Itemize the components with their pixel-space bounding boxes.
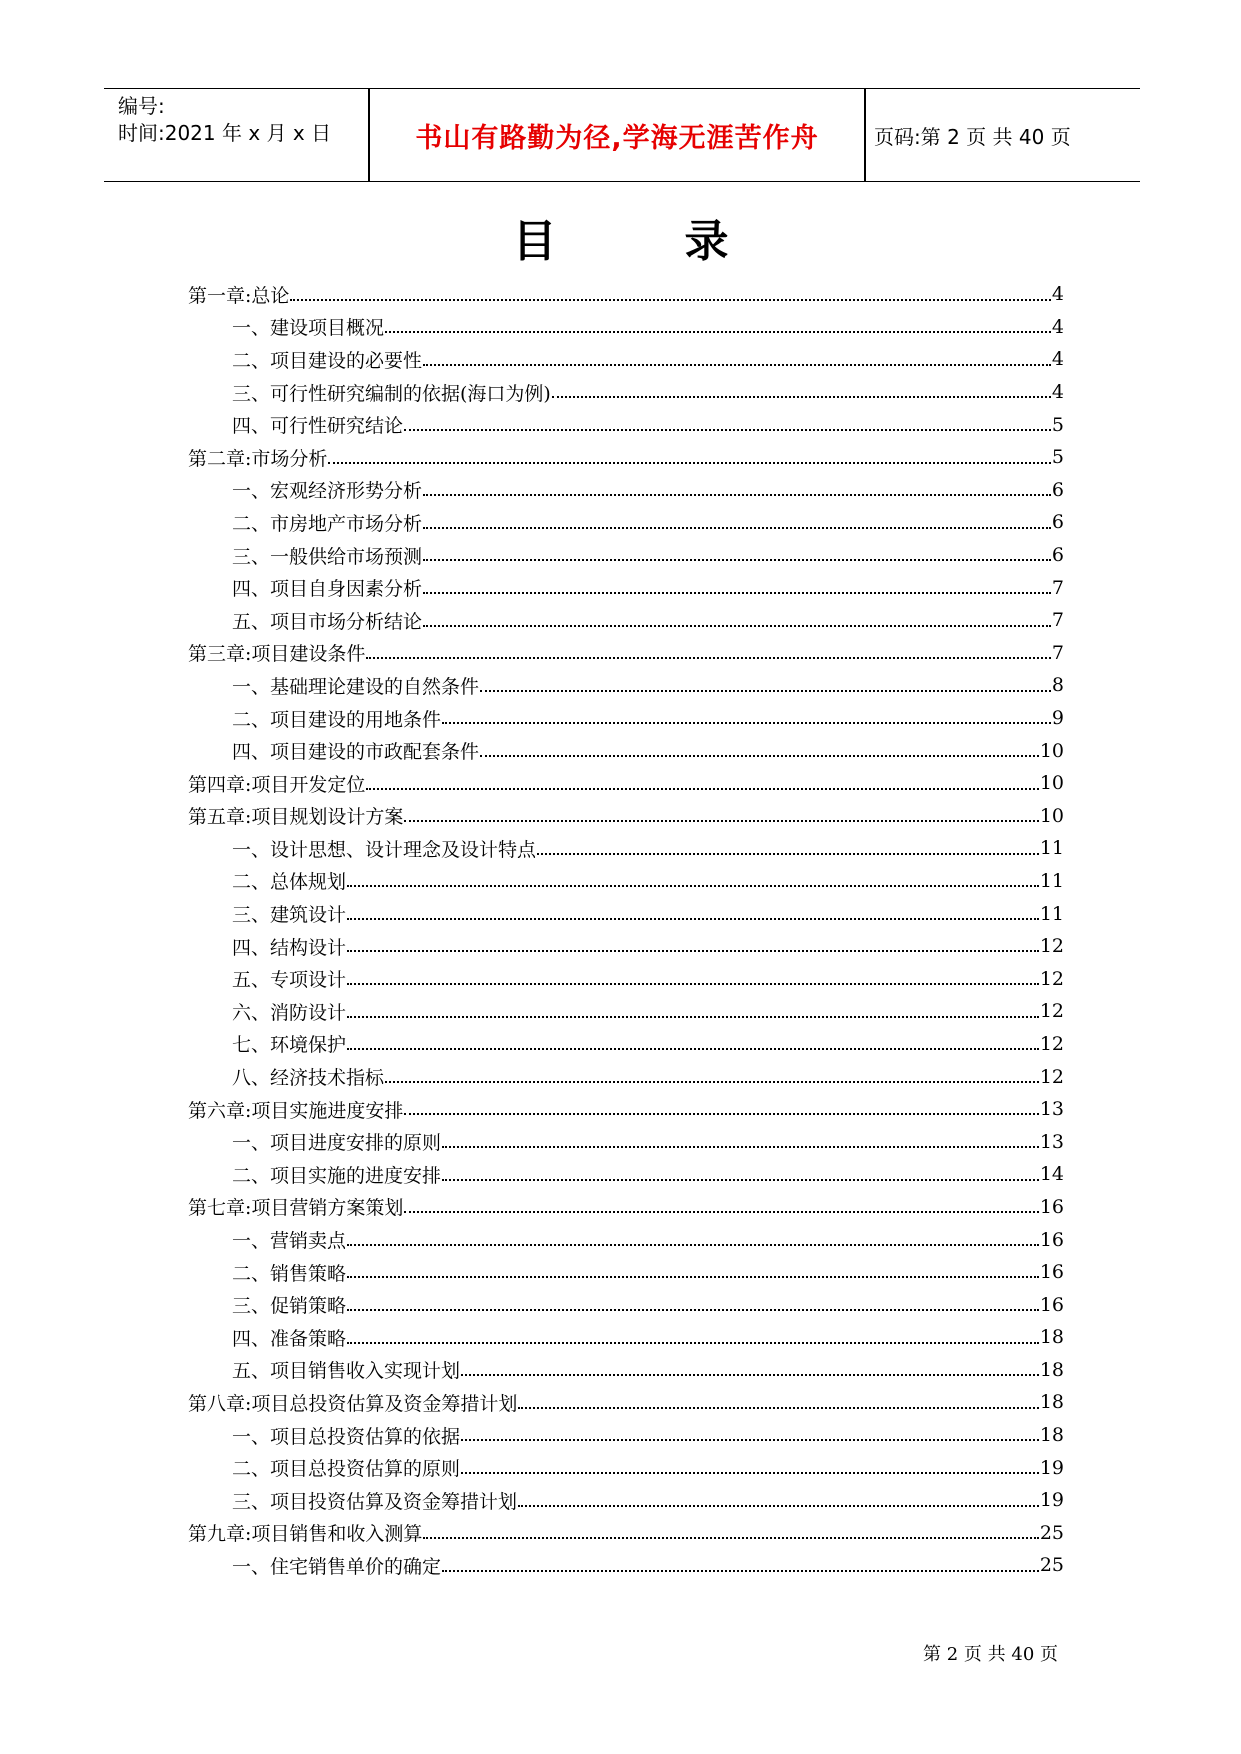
toc-entry-page-number: 11 bbox=[1039, 902, 1064, 925]
toc-dot-leader bbox=[385, 1080, 1039, 1083]
toc-entry-page-number: 7 bbox=[1051, 576, 1064, 599]
toc-dot-leader bbox=[442, 1145, 1039, 1148]
toc-dot-leader bbox=[404, 819, 1038, 822]
toc-entry-page-number: 4 bbox=[1051, 283, 1064, 306]
toc-entry-label: 第八章:项目总投资估算及资金筹措计划 bbox=[188, 1392, 518, 1415]
toc-section-entry[interactable] bbox=[188, 1223, 1064, 1256]
toc-dot-leader bbox=[347, 1243, 1039, 1246]
toc-entry-page-number: 13 bbox=[1039, 1130, 1064, 1153]
toc-dot-leader bbox=[480, 689, 1051, 692]
toc-chapter-entry[interactable] bbox=[188, 278, 1064, 311]
toc-entry-label: 第五章:项目规划设计方案 bbox=[188, 806, 404, 829]
toc-entry-label: 四、项目建设的市政配套条件 bbox=[232, 741, 480, 764]
toc-dot-leader bbox=[347, 1341, 1039, 1344]
toc-entry-label: 一、营销卖点 bbox=[232, 1230, 347, 1253]
toc-section-entry[interactable] bbox=[188, 311, 1064, 344]
toc-entry-label: 第二章:市场分析 bbox=[188, 447, 328, 470]
header-info bbox=[118, 93, 368, 147]
toc-dot-leader bbox=[442, 721, 1051, 724]
toc-entry-label: 二、项目实施的进度安排 bbox=[232, 1164, 442, 1187]
toc-dot-leader bbox=[347, 1015, 1039, 1018]
toc-entry-label: 二、项目建设的必要性 bbox=[232, 349, 423, 372]
toc-entry-label: 三、建筑设计 bbox=[232, 904, 347, 927]
toc-section-entry[interactable] bbox=[188, 1484, 1064, 1517]
toc-entry-label: 二、项目建设的用地条件 bbox=[232, 708, 442, 731]
toc-dot-leader bbox=[423, 624, 1051, 627]
toc-entry-page-number: 12 bbox=[1039, 935, 1064, 958]
toc-entry-label: 一、基础理论建设的自然条件 bbox=[232, 675, 480, 698]
toc-entry-page-number: 11 bbox=[1039, 837, 1064, 860]
toc-entry-label: 三、项目投资估算及资金筹措计划 bbox=[232, 1490, 518, 1513]
toc-entry-page-number: 4 bbox=[1051, 348, 1064, 371]
toc-chapter-entry[interactable] bbox=[188, 1517, 1064, 1550]
toc-dot-leader bbox=[290, 298, 1051, 301]
toc-chapter-entry[interactable] bbox=[188, 637, 1064, 670]
toc-dot-leader bbox=[423, 591, 1051, 594]
toc-dot-leader bbox=[347, 982, 1039, 985]
toc-entry-label: 一、建设项目概况 bbox=[232, 317, 385, 340]
toc-chapter-entry[interactable] bbox=[188, 1386, 1064, 1419]
toc-dot-leader bbox=[518, 1406, 1038, 1409]
toc-dot-leader bbox=[347, 1047, 1039, 1050]
toc-dot-leader bbox=[480, 754, 1039, 757]
toc-entry-label: 一、设计思想、设计理念及设计特点 bbox=[232, 838, 537, 861]
toc-dot-leader bbox=[552, 395, 1051, 398]
toc-entry-page-number: 5 bbox=[1051, 446, 1064, 469]
toc-entry-page-number: 25 bbox=[1039, 1521, 1064, 1544]
toc-entry-page-number: 7 bbox=[1051, 609, 1064, 632]
toc-section-entry[interactable] bbox=[188, 1321, 1064, 1354]
toc-entry-page-number: 11 bbox=[1039, 869, 1064, 892]
toc-entry-label: 一、住宅销售单价的确定 bbox=[232, 1555, 442, 1578]
document-header bbox=[104, 88, 1140, 182]
toc-entry-page-number: 18 bbox=[1039, 1358, 1064, 1381]
toc-section-entry[interactable] bbox=[188, 897, 1064, 930]
header-motto: 书山有路勤为径,学海无涯苦作舟 bbox=[415, 122, 819, 154]
toc-entry-page-number: 12 bbox=[1039, 1065, 1064, 1088]
toc-dot-leader bbox=[423, 493, 1051, 496]
toc-entry-label: 第七章:项目营销方案策划 bbox=[188, 1197, 404, 1220]
toc-section-entry[interactable] bbox=[188, 539, 1064, 572]
toc-entry-label: 五、项目市场分析结论 bbox=[232, 610, 423, 633]
toc-entry-label: 二、市房地产市场分析 bbox=[232, 512, 423, 535]
toc-entry-page-number: 18 bbox=[1039, 1391, 1064, 1414]
toc-entry-label: 四、结构设计 bbox=[232, 936, 347, 959]
toc-entry-page-number: 4 bbox=[1051, 315, 1064, 338]
toc-entry-page-number: 14 bbox=[1039, 1163, 1064, 1186]
toc-entry-label: 四、可行性研究结论 bbox=[232, 415, 404, 438]
toc-section-entry[interactable] bbox=[188, 1451, 1064, 1484]
document-number-label: 编号: bbox=[118, 94, 165, 118]
toc-entry-label: 第一章:总论 bbox=[188, 284, 290, 307]
toc-section-entry[interactable] bbox=[188, 930, 1064, 963]
toc-entry-label: 第三章:项目建设条件 bbox=[188, 643, 366, 666]
toc-entry-page-number: 16 bbox=[1039, 1228, 1064, 1251]
toc-entry-page-number: 6 bbox=[1051, 544, 1064, 567]
document-time-label: 时间:2021 年 x 月 x 日 bbox=[118, 121, 332, 145]
toc-section-entry[interactable] bbox=[188, 1028, 1064, 1061]
toc-entry-page-number: 16 bbox=[1039, 1261, 1064, 1284]
toc-dot-leader bbox=[423, 1536, 1038, 1539]
toc-entry-page-number: 16 bbox=[1039, 1293, 1064, 1316]
toc-dot-leader bbox=[461, 1373, 1039, 1376]
toc-entry-page-number: 7 bbox=[1051, 641, 1064, 664]
toc-entry-page-number: 9 bbox=[1051, 707, 1064, 730]
toc-entry-page-number: 12 bbox=[1039, 1000, 1064, 1023]
toc-entry-label: 四、项目自身因素分析 bbox=[232, 578, 423, 601]
toc-entry-page-number: 6 bbox=[1051, 511, 1064, 534]
toc-dot-leader bbox=[442, 1178, 1039, 1181]
toc-section-entry[interactable] bbox=[188, 474, 1064, 507]
toc-section-entry[interactable] bbox=[188, 962, 1064, 995]
toc-section-entry[interactable] bbox=[188, 1158, 1064, 1191]
toc-entry-page-number: 5 bbox=[1051, 413, 1064, 436]
toc-section-entry[interactable] bbox=[188, 1256, 1064, 1289]
toc-section-entry[interactable] bbox=[188, 604, 1064, 637]
toc-section-entry[interactable] bbox=[188, 734, 1064, 767]
toc-entry-label: 一、项目进度安排的原则 bbox=[232, 1132, 442, 1155]
toc-dot-leader bbox=[461, 1438, 1039, 1441]
toc-chapter-entry[interactable] bbox=[188, 441, 1064, 474]
toc-entry-page-number: 19 bbox=[1039, 1456, 1064, 1479]
toc-section-entry[interactable] bbox=[188, 408, 1064, 441]
toc-dot-leader bbox=[347, 1275, 1039, 1278]
toc-entry-label: 二、总体规划 bbox=[232, 871, 347, 894]
toc-entry-label: 第四章:项目开发定位 bbox=[188, 773, 366, 796]
toc-section-entry[interactable] bbox=[188, 1354, 1064, 1387]
toc-dot-leader bbox=[347, 917, 1039, 920]
toc-section-entry[interactable] bbox=[188, 1288, 1064, 1321]
toc-section-entry[interactable] bbox=[188, 571, 1064, 604]
toc-entry-page-number: 10 bbox=[1039, 772, 1064, 795]
toc-entry-label: 五、专项设计 bbox=[232, 969, 347, 992]
toc-entry-page-number: 6 bbox=[1051, 478, 1064, 501]
page-footer: 第 2 页 共 40 页 bbox=[923, 1644, 1058, 1665]
toc-entry-page-number: 4 bbox=[1051, 381, 1064, 404]
toc-dot-leader bbox=[461, 1471, 1039, 1474]
toc-dot-leader bbox=[423, 558, 1051, 561]
toc-dot-leader bbox=[385, 330, 1051, 333]
header-page-number: 页码:第 2 页 共 40 页 bbox=[874, 124, 1071, 149]
toc-entry-label: 四、准备策略 bbox=[232, 1327, 347, 1350]
toc-entry-page-number: 8 bbox=[1051, 674, 1064, 697]
toc-entry-label: 三、一般供给市场预测 bbox=[232, 545, 423, 568]
toc-section-entry[interactable] bbox=[188, 1419, 1064, 1452]
toc-entry-label: 八、经济技术指标 bbox=[232, 1067, 385, 1090]
toc-entry-label: 一、宏观经济形势分析 bbox=[232, 480, 423, 503]
toc-entry-page-number: 13 bbox=[1039, 1098, 1064, 1121]
toc-dot-leader bbox=[404, 1210, 1038, 1213]
toc-section-entry[interactable] bbox=[188, 506, 1064, 539]
toc-entry-page-number: 12 bbox=[1039, 1032, 1064, 1055]
toc-dot-leader bbox=[366, 787, 1038, 790]
toc-entry-page-number: 18 bbox=[1039, 1424, 1064, 1447]
toc-section-entry[interactable] bbox=[188, 376, 1064, 409]
toc-entry-page-number: 16 bbox=[1039, 1195, 1064, 1218]
toc-section-entry[interactable] bbox=[188, 1060, 1064, 1093]
toc-entry-page-number: 25 bbox=[1039, 1554, 1064, 1577]
toc-dot-leader bbox=[366, 656, 1051, 659]
toc-section-entry[interactable] bbox=[188, 669, 1064, 702]
toc-entry-page-number: 12 bbox=[1039, 967, 1064, 990]
toc-section-entry[interactable] bbox=[188, 702, 1064, 735]
toc-dot-leader bbox=[347, 884, 1039, 887]
toc-dot-leader bbox=[328, 461, 1051, 464]
toc-dot-leader bbox=[423, 526, 1051, 529]
toc-entry-label: 六、消防设计 bbox=[232, 1001, 347, 1024]
toc-section-entry[interactable] bbox=[188, 995, 1064, 1028]
toc-chapter-entry[interactable] bbox=[188, 767, 1064, 800]
toc-section-entry[interactable] bbox=[188, 832, 1064, 865]
toc-section-entry[interactable] bbox=[188, 343, 1064, 376]
toc-entry-label: 三、促销策略 bbox=[232, 1295, 347, 1318]
toc-chapter-entry[interactable] bbox=[188, 800, 1064, 833]
table-of-contents bbox=[188, 278, 1064, 1582]
toc-entry-label: 七、环境保护 bbox=[232, 1034, 347, 1057]
toc-entry-label: 三、可行性研究编制的依据(海口为例) bbox=[232, 382, 551, 405]
toc-entry-page-number: 10 bbox=[1039, 739, 1064, 762]
toc-dot-leader bbox=[404, 428, 1051, 431]
toc-entry-page-number: 10 bbox=[1039, 804, 1064, 827]
toc-entry-label: 第六章:项目实施进度安排 bbox=[188, 1099, 404, 1122]
header-divider-right bbox=[864, 89, 866, 181]
toc-dot-leader bbox=[442, 1569, 1039, 1572]
toc-dot-leader bbox=[347, 1308, 1039, 1311]
toc-entry-label: 二、项目总投资估算的原则 bbox=[232, 1458, 461, 1481]
toc-entry-page-number: 19 bbox=[1039, 1489, 1064, 1512]
toc-section-entry[interactable] bbox=[188, 1549, 1064, 1582]
toc-dot-leader bbox=[537, 852, 1039, 855]
toc-entry-label: 二、销售策略 bbox=[232, 1262, 347, 1285]
toc-dot-leader bbox=[347, 949, 1039, 952]
toc-chapter-entry[interactable] bbox=[188, 1093, 1064, 1126]
toc-entry-label: 一、项目总投资估算的依据 bbox=[232, 1425, 461, 1448]
toc-section-entry[interactable] bbox=[188, 1125, 1064, 1158]
toc-dot-leader bbox=[404, 1112, 1038, 1115]
toc-dot-leader bbox=[518, 1504, 1039, 1507]
toc-section-entry[interactable] bbox=[188, 865, 1064, 898]
toc-title: 目录 bbox=[512, 216, 857, 267]
toc-entry-page-number: 18 bbox=[1039, 1326, 1064, 1349]
toc-entry-label: 第九章:项目销售和收入测算 bbox=[188, 1523, 423, 1546]
toc-dot-leader bbox=[423, 363, 1051, 366]
toc-entry-label: 五、项目销售收入实现计划 bbox=[232, 1360, 461, 1383]
toc-chapter-entry[interactable] bbox=[188, 1191, 1064, 1224]
